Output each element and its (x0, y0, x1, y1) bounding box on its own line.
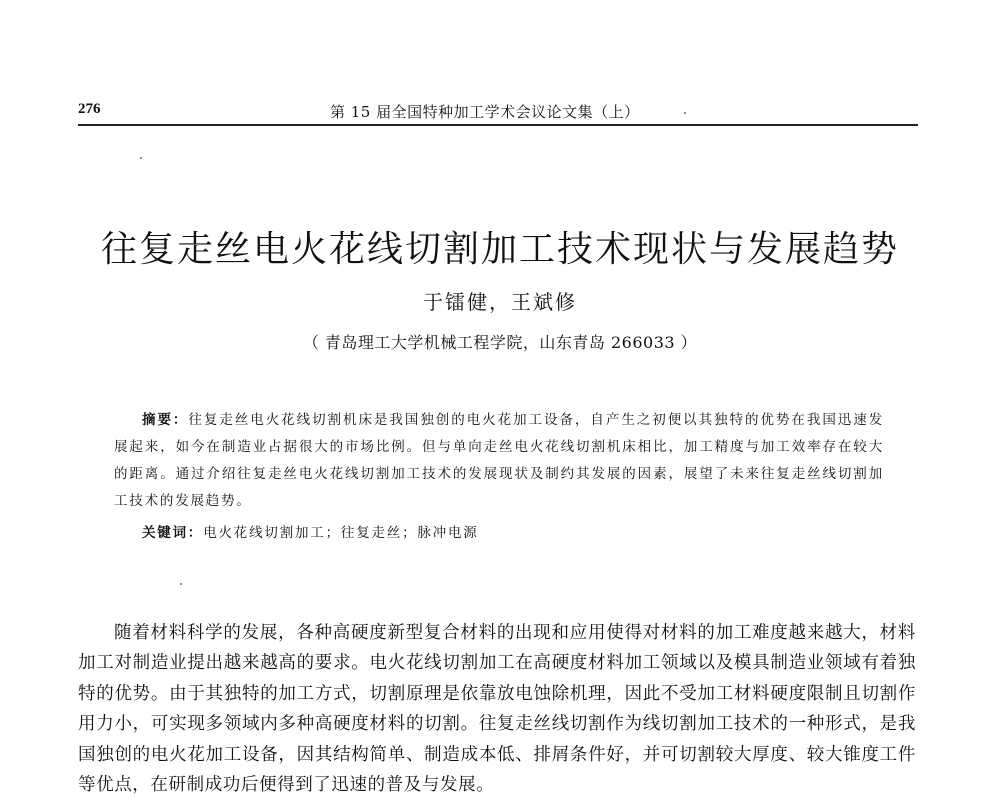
header-rule (78, 124, 918, 126)
scan-speck (140, 157, 142, 159)
paper-title: 往复走丝电火花线切割加工技术现状与发展趋势 (100, 229, 899, 271)
running-header: 第 15 届全国特种加工学术会议论文集（上） (330, 103, 640, 121)
page-number: 276 (78, 101, 101, 117)
body-paragraph: 随着材料科学的发展，各种高硬度新型复合材料的出现和应用使得对材料的加工难度越来越大，材料加工对制造业提出越来越高的要求。电火花线切割加工在高硬度材料加工领域以及模具制造业领域有着独特的优势。由于其独特的加工方式，切割原理是依靠放电蚀除机理，因此不受加工材料硬度限制且切割作用力小，可实现多领域内多种高硬度材料的切割。往复走丝线切割作为线切割加工技术的一种形式，是我国独创的电火花加工设备，因其结构简单、制造成本低、排屑条件好，并可切割较大厚度、较大锥度工件等优点，在研制成功后便得到了迅速的普及与发展。 (78, 622, 916, 795)
abstract-label: 摘要： (142, 412, 189, 428)
abstract (114, 407, 884, 515)
scan-speck (684, 112, 686, 114)
affiliation: （ 青岛理工大学机械工程学院，山东青岛 266033 ） (302, 333, 698, 352)
keywords (142, 521, 842, 541)
keywords-label: 关键词： (142, 525, 204, 541)
keywords-text: 电火花线切割加工；往复走丝；脉冲电源 (203, 525, 479, 541)
scan-speck (180, 583, 182, 585)
authors: 于镭健，王斌修 (423, 290, 577, 314)
abstract-text: 往复走丝电火花线切割机床是我国独创的电火花加工设备，自产生之初便以其独特的优势在我国迅速发展起来，如今在制造业占据很大的市场比例。但与单向走丝电火花线切割机床相比，加工精度与加工效率存在较大的距离。通过介绍往复走丝电火花线切割加工技术的发展现状及制约其发展的因素，展望了未来往复走丝线切割加工技术的发展趋势。 (114, 412, 884, 509)
